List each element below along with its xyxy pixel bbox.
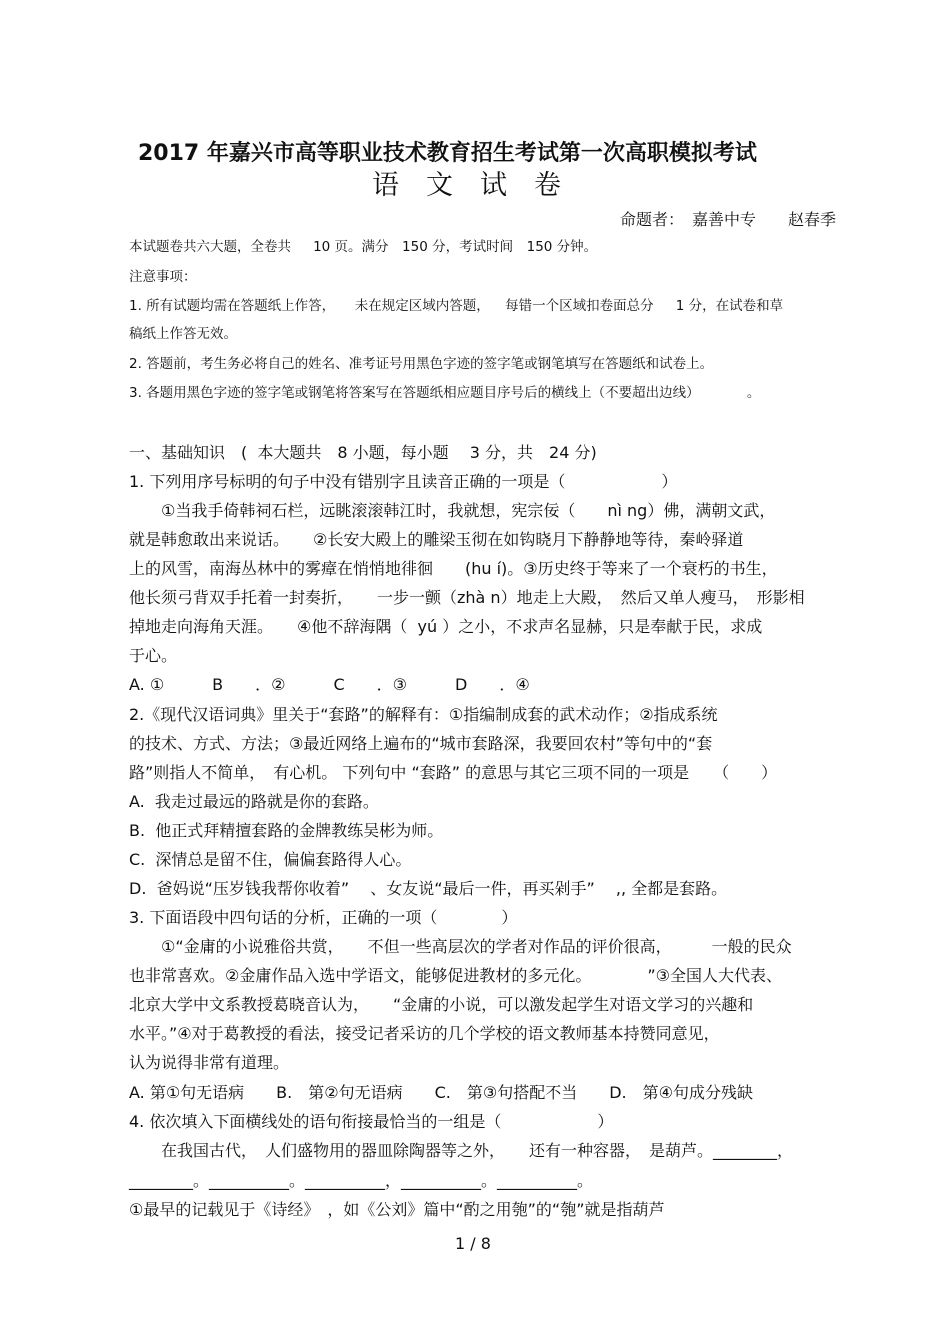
question-line: 路”则指人不简单， 有心机。 下列句中 “套路” 的意思与其它三项不同的一项是 （ ） [129, 763, 778, 782]
question-line: 认为说得非常有道理。 [129, 1053, 290, 1072]
page-number: 1 / 8 [455, 1234, 491, 1253]
question-line: 4. 依次填入下面横线处的语句衔接最恰当的一组是（ ） [129, 1112, 614, 1131]
notice-item-1: 1. 所有试题均需在答题纸上作答， 未在规定区域内答题， 每错一个区域扣卷面总分 1 分，在试卷和草 [129, 298, 784, 314]
section-heading: 一、基础知识 ( 本大题共 8 小题，每小题 3 分，共 24 分) [129, 443, 597, 462]
notice-heading: 注意事项： [129, 269, 197, 285]
answer-options: A. 第①句无语病 B. 第②句无语病 C. 第③句搭配不当 D. 第④句成分残缺 [129, 1083, 753, 1102]
answer-option: C. 深情总是留不住，偏偏套路得人心。 [129, 850, 412, 869]
question-line: 掉地走向海角天涯。 ④他不辞海隅（ yú ）之小，不求声名显赫，只是奉献于民，求成 [129, 617, 763, 636]
question-line: 他长须弓背双手托着一封奏折， 一步一颤（zhà n）地走上大殿， 然后又单人瘦马， 形影相 [129, 588, 805, 607]
question-line: ①最早的记载见于《诗经》 ，如《公刘》篇中“酌之用匏”的“匏”就是指葫芦 [129, 1200, 665, 1219]
question-line: 北京大学中文系教授葛晓音认为， “金庸的小说，可以激发起学生对语文学习的兴趣和 [129, 995, 754, 1014]
question-line: 3. 下面语段中四句话的分析，正确的一项（ ） [129, 908, 518, 927]
answer-option: D. 爸妈说“压岁钱我帮你收着” 、女友说“最后一件，再买剁手” ,, 全都是套路。 [129, 879, 728, 898]
blank-line: ________。__________。__________，__________。__________。 [129, 1171, 594, 1190]
answer-option: B. 他正式拜精擅套路的金牌教练吴彬为师。 [129, 821, 444, 840]
notice-item-2: 2. 答题前，考生务必将自己的姓名、准考证号用黑色字迹的签字笔或钢笔填写在答题纸和试卷上。 [129, 356, 714, 372]
author-line: 命题者： 嘉善中专 赵春季 [620, 210, 837, 229]
answer-option: A. 我走过最远的路就是你的套路。 [129, 792, 379, 811]
notice-item-3: 3. 各题用黑色字迹的签字笔或钢笔将答案写在答题纸相应题目序号后的横线上（不要超出边线） 。 [129, 385, 761, 401]
exam-subtitle: 语 文 试 卷 [372, 170, 561, 201]
notice-item-1-cont: 稿纸上作答无效。 [129, 326, 237, 342]
question-line: 1. 下列用序号标明的句子中没有错别字且读音正确的一项是（ ） [129, 472, 678, 491]
question-line: 就是韩愈敢出来说话。 ②长安大殿上的雕梁玉彻在如钩晓月下静静地等待，秦岭驿道 [129, 530, 744, 549]
question-line: 水平。”④对于葛教授的看法，接受记者采访的几个学校的语文教师基本持赞同意见， [129, 1024, 720, 1043]
question-line: ①“金庸的小说雅俗共赏， 不但一些高层次的学者对作品的评价很高， 一般的民众 [129, 937, 792, 956]
question-line: 的技术、方式、方法；③最近网络上遍布的“城市套路深，我要回农村”等句中的“套 [129, 734, 713, 753]
question-line: 在我国古代， 人们盛物用的器皿除陶器等之外， 还有一种容器， 是葫芦。________， [129, 1141, 794, 1160]
question-line: 也非常喜欢。②金庸作品入选中学语文，能够促进教材的多元化。 ”③全国人大代表、 [129, 966, 782, 985]
question-line: ①当我手倚韩祠石栏，远眺滚滚韩江时，我就想，宪宗佞（ nì ng）佛，满朝文武， [129, 501, 776, 520]
question-line: 2.《现代汉语词典》里关于“套路”的解释有：①指编制成套的武术动作；②指成系统 [129, 705, 718, 724]
question-line: 于心。 [129, 646, 178, 665]
question-line: 上的风雪，南海丛林中的雾瘴在悄悄地徘徊 (hu í)。③历史终于等来了一个衰朽的书生， [129, 559, 778, 578]
exam-title: 2017 年嘉兴市高等职业技术教育招生考试第一次高职模拟考试 [138, 141, 757, 166]
exam-summary: 本试题卷共六大题，全卷共 10 页。满分 150 分，考试时间 150 分钟。 [129, 239, 598, 255]
answer-options: A. ① B ．② C ．③ D ．④ [129, 675, 530, 694]
